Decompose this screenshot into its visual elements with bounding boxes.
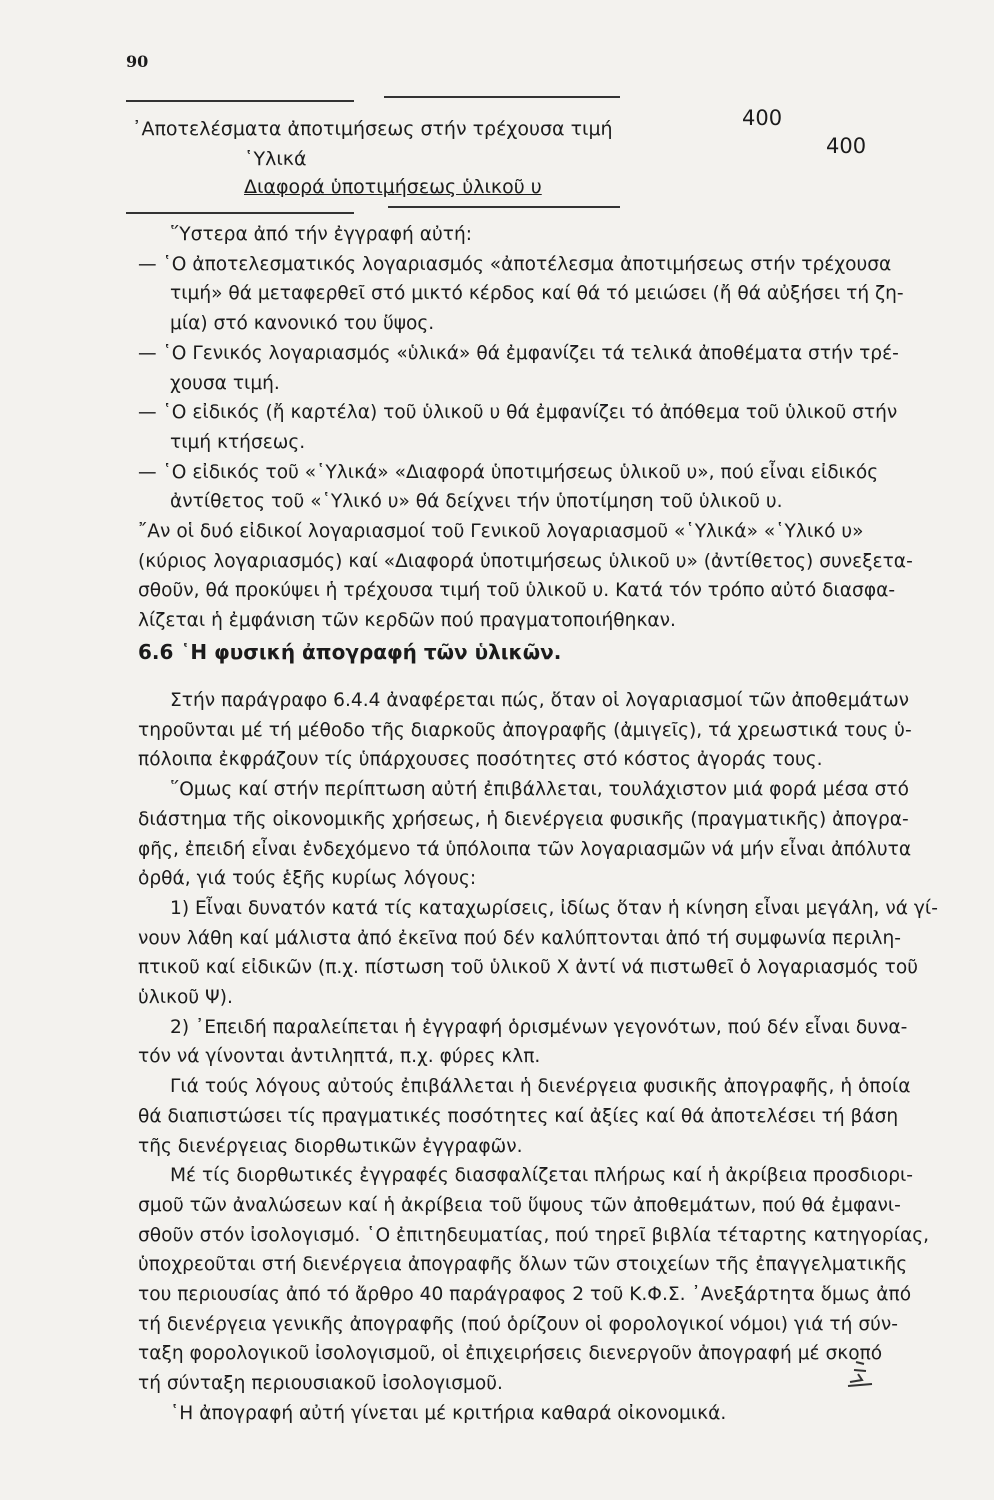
text-line: Στήν παράγραφο 6.4.4 ἀναφέρεται πώς, ὅταν οἱ λογαριασμοί τῶν ἀποθεμάτων [170,690,910,711]
text-line: ὑλικοῦ Ψ). [138,987,233,1009]
text-line: ἀντίθετος τοῦ «῾Υλικό υ» θά δείχνει τήν ὑποτίμηση τοῦ ὑλικοῦ υ. [170,491,783,513]
journal-top-rule-left [126,100,354,102]
page-number: 90 [126,52,149,71]
journal-bottom-rule-right [388,206,620,208]
journal-account-line: Διαφορά ὑποτιμήσεως ὑλικοῦ υ [244,176,542,198]
text-line: πτικοῦ καί εἰδικῶν (π.χ. πίστωση τοῦ ὑλικοῦ Χ ἀντί νά πιστωθεῖ ὁ λογαριασμός τοῦ [138,957,918,979]
text-line: ῞Υστερα ἀπό τήν ἐγγραφή αὐτή: [170,224,473,245]
section-body-text [138,686,958,1429]
text-line: σθοῦν στόν ἰσολογισμό. ῾Ο ἐπιτηδευματίας, πού τηρεῖ βιβλία τέταρτης κατηγορίας, [138,1224,930,1246]
text-line: ὑποχρεοῦται στή διενέργεια ἀπογραφῆς ὅλων τῶν στοιχείων τῆς ἐπαγγελματικῆς [138,1254,908,1276]
text-line: σθοῦν, θά προκύψει ἡ τρέχουσα τιμή τοῦ ὑλικοῦ υ. Κατά τόν τρόπο αὐτό διασφα- [138,580,896,602]
text-line: — ῾Ο ἀποτελεσματικός λογαριασμός «ἀποτέλεσμα ἀποτιμήσεως στήν τρέχουσα [138,253,892,275]
journal-debit-line: ῾Υλικά [244,148,307,170]
text-line: Γιά τούς λόγους αὐτούς ἐπιβάλλεται ἡ διενέργεια φυσικῆς ἀπογραφῆς, ἡ ὁποία [170,1076,911,1098]
text-line: — ῾Ο εἰδικός τοῦ «῾Υλικά» «Διαφορά ὑποτιμήσεως ὑλικοῦ υ», πού εἶναι εἰδικός [138,461,879,483]
text-line: τή διενέργεια γενικῆς ἀπογραφῆς (πού ὁρίζουν οἱ φορολογικοί νόμοι) γιά τή σύν- [138,1313,898,1335]
text-line: σμοῦ τῶν ἀναλώσεων καί ἡ ἀκρίβεια τοῦ ὕψους τῶν ἀποθεμάτων, πού θά ἐμφανι- [138,1194,901,1216]
journal-credit-line: ᾿Αποτελέσματα ἀποτιμήσεως στήν τρέχουσα τιμή [132,118,613,140]
text-line: Μέ τίς διορθωτικές ἐγγραφές διασφαλίζεται πλήρως καί ἡ ἀκρίβεια προσδιορι- [170,1165,914,1187]
text-line: 1) Εἶναι δυνατόν κατά τίς καταχωρίσεις, ἰδίως ὅταν ἡ κίνηση εἶναι μεγάλη, νά γί- [170,897,938,919]
text-line: τιμή κτήσεως. [170,431,306,453]
section-heading: 6.6 ῾Η φυσική ἀπογραφή τῶν ὑλικῶν. [138,640,562,664]
text-line: πόλοιπα ἐκφράζουν τίς ὑπάρχουσες ποσότητες στό κόστος ἀγοράς τους. [138,749,823,771]
text-line: ταξη φορολογικοῦ ἰσολογισμοῦ, οἱ ἐπιχειρήσεις διενεργοῦν ἀπογραφή μέ σκοπό [138,1343,883,1365]
journal-top-rule-right [384,96,620,98]
text-line: του περιουσίας ἀπό τό ἄρθρο 40 παράγραφος 2 τοῦ Κ.Φ.Σ. ᾿Ανεξάρτητα ὅμως ἀπό [138,1284,912,1306]
text-line: χουσα τιμή. [170,372,280,394]
after-entry-text [138,220,958,636]
text-line: νουν λάθη καί μάλιστα ἀπό ἐκεῖνα πού δέν καλύπτονται ἀπό τή συμφωνία περιλη- [138,927,901,949]
text-line: τηροῦνται μέ τή μέθοδο τῆς διαρκοῦς ἀπογραφῆς (ἀμιγεῖς), τά χρεωστικά τους ὑ- [138,719,912,741]
text-line: τιμή» θά μεταφερθεῖ στό μικτό κέρδος καί θά τό μειώσει (ἤ θά αὐξήσει τή ζη- [170,283,904,305]
text-line: (κύριος λογαριασμός) καί «Διαφορά ὑποτιμήσεως ὑλικοῦ υ» (ἀντίθετος) συνεξετα- [138,550,913,572]
text-line: ῎Αν οἱ δυό εἰδικοί λογαριασμοί τοῦ Γενικοῦ λογαριασμοῦ «῾Υλικά» «῾Υλικό υ» [138,521,864,543]
text-line: ὀρθά, γιά τούς ἑξῆς κυρίως λόγους: [138,868,477,890]
journal-debit-amount: 400 [826,134,867,158]
text-line: ῞Ομως καί στήν περίπτωση αὐτή ἐπιβάλλεται, τουλάχιστον μιά φορά μέσα στό [170,779,909,801]
text-line: ῾Η ἀπογραφή αὐτή γίνεται μέ κριτήρια καθαρά οἰκονομικά. [170,1402,727,1424]
text-line: λίζεται ἡ ἐμφάνιση τῶν κερδῶν πού πραγματοποιήθηκαν. [138,610,676,632]
journal-credit-amount: 400 [742,106,783,130]
text-line: — ῾Ο Γενικός λογαριασμός «ὑλικά» θά ἐμφανίζει τά τελικά ἀποθέματα στήν τρέ- [138,342,899,364]
text-line: τόν νά γίνονται ἀντιληπτά, π.χ. φύρες κλπ. [138,1046,541,1068]
text-line: θά διαπιστώσει τίς πραγματικές ποσότητες καί ἀξίες καί θά ἀποτελέσει τή βάση [138,1105,899,1127]
text-line: — ῾Ο εἰδικός (ἤ καρτέλα) τοῦ ὑλικοῦ υ θά ἐμφανίζει τό ἀπόθεμα τοῦ ὑλικοῦ στήν [138,402,898,424]
text-line: 2) ᾿Επειδή παραλείπεται ἡ ἐγγραφή ὁρισμένων γεγονότων, πού δέν εἶναι δυνα- [170,1016,908,1038]
pencil-mark-icon [846,1358,876,1388]
text-line: τῆς διενέργειας διορθωτικῶν ἐγγραφῶν. [138,1135,523,1157]
text-line: τή σύνταξη περιουσιακοῦ ἰσολογισμοῦ. [138,1373,503,1395]
journal-bottom-rule-left [126,212,354,214]
text-line: φῆς, ἐπειδή εἶναι ἐνδεχόμενο τά ὑπόλοιπα τῶν λογαριασμῶν νά μήν εἶναι ἀπόλυτα [138,838,912,860]
text-line: μία) στό κανονικό του ὕψος. [170,313,435,335]
text-line: διάστημα τῆς οἰκονομικῆς χρήσεως, ἡ διενέργεια φυσικῆς (πραγματικῆς) ἀπογρα- [138,808,909,830]
